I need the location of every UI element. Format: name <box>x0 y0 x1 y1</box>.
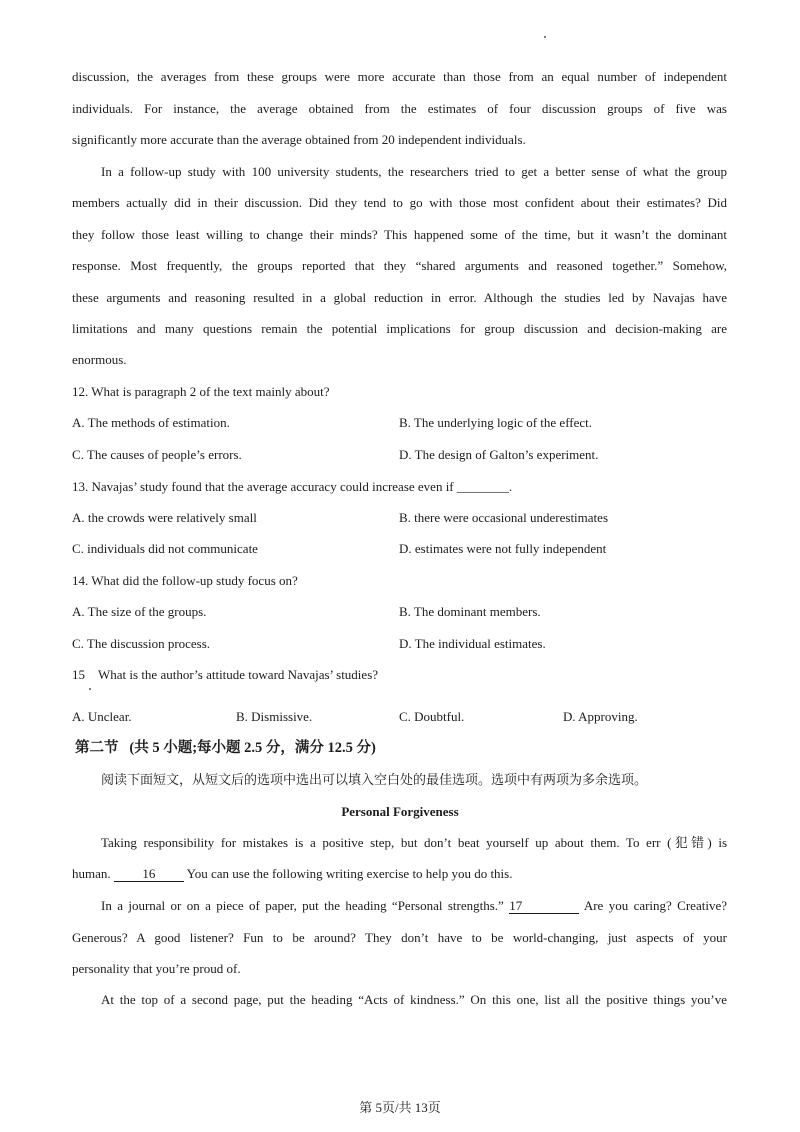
question-15-option-c: C. Doubtful. <box>399 709 465 724</box>
question-12-stem: 12. What is paragraph 2 of the text mainly about? <box>72 384 330 399</box>
question-15-option-b: B. Dismissive. <box>236 709 313 724</box>
question-14-option-a: A. The size of the groups. <box>72 604 207 619</box>
passage-line: individuals. For instance, the average obtained from the estimates of four discussion groups of five was <box>72 101 727 116</box>
passage-line: At the top of a second page, put the heading “Acts of kindness.” On this one, list all the positive things you’ve <box>101 992 727 1007</box>
question-12-option-d: D. The design of Galton’s experiment. <box>399 447 599 462</box>
question-14-option-b: B. The dominant members. <box>399 604 541 619</box>
question-15-option-a: A. Unclear. <box>72 709 132 724</box>
question-12-option-c: C. The causes of people’s errors. <box>72 447 242 462</box>
passage-line: limitations and many questions remain the potential implications for group discussion and decision-making are <box>72 321 727 336</box>
passage-line: these arguments and reasoning resulted in a global reduction in error. Although the studies led by Navajas have <box>72 290 727 305</box>
scan-mark <box>544 36 546 38</box>
question-12-option-b: B. The underlying logic of the effect. <box>399 415 593 430</box>
passage-line <box>72 865 512 883</box>
passage-text: Are you caring? Creative? <box>583 898 727 913</box>
passage-text: You can use the following writing exercise to help you do this. <box>186 866 513 881</box>
passage-title: Personal Forgiveness <box>341 804 459 819</box>
question-14-stem: 14. What did the follow-up study focus on? <box>72 573 298 588</box>
question-13-option-d: D. estimates were not fully independent <box>399 541 607 556</box>
passage-line: personality that you’re proud of. <box>72 961 241 976</box>
passage-line: discussion, the averages from these groups were more accurate than those from an equal number of independent <box>72 69 727 84</box>
question-14-option-d: D. The individual estimates. <box>399 636 546 651</box>
passage-line: significantly more accurate than the average obtained from 20 independent individuals. <box>72 132 526 147</box>
page-number: 第 5页/共 13页 <box>359 1100 441 1115</box>
question-13-option-b: B. there were occasional underestimates <box>399 510 608 525</box>
passage-line <box>101 897 727 915</box>
question-15-option-d: D. Approving. <box>563 709 638 724</box>
question-13-option-c: C. individuals did not communicate <box>72 541 258 556</box>
passage-line: members actually did in their discussion. Did they tend to go with those most confident about their estimates? Did <box>72 195 727 210</box>
passage-line: response. Most frequently, the groups reported that they “shared arguments and reasoned together.” Somehow, <box>72 258 727 273</box>
passage-line: enormous. <box>72 352 127 367</box>
question-15-number: 15 <box>72 667 85 682</box>
passage-line: they follow those least willing to change their minds? This happened some of the time, but it wasn’t the dominant <box>72 227 727 242</box>
blank-16: 16 <box>114 866 184 882</box>
section-instruction: 阅读下面短文，从短文后的选项中选出可以填入空白处的最佳选项。选项中有两项为多余选项。 <box>101 772 648 787</box>
passage-line: Taking responsibility for mistakes is a positive step, but don’t beat yourself up about them. To err (犯错) is <box>101 835 727 850</box>
passage-line: In a follow-up study with 100 university students, the researchers tried to get a better sense of what the group <box>101 164 727 179</box>
question-14-option-c: C. The discussion process. <box>72 636 211 651</box>
question-15-stem-line <box>72 666 378 684</box>
blank-17: 17 <box>509 898 579 914</box>
question-13-stem: 13. Navajas’ study found that the average accuracy could increase even if ________. <box>72 479 513 494</box>
section-heading: 第二节 (共 5 小题;每小题 2.5 分，满分 12.5 分) <box>75 740 376 756</box>
passage-text: human. <box>72 866 111 881</box>
passage-text: In a journal or on a piece of paper, put the heading “Personal strengths.” <box>101 898 504 913</box>
question-15-stem: What is the author’s attitude toward Navajas’ studies? <box>98 667 379 682</box>
question-12-option-a: A. The methods of estimation. <box>72 415 230 430</box>
scan-mark <box>89 688 91 690</box>
passage-line: Generous? A good listener? Fun to be around? They don’t have to be world-changing, just aspects of your <box>72 930 727 945</box>
question-13-option-a: A. the crowds were relatively small <box>72 510 257 525</box>
